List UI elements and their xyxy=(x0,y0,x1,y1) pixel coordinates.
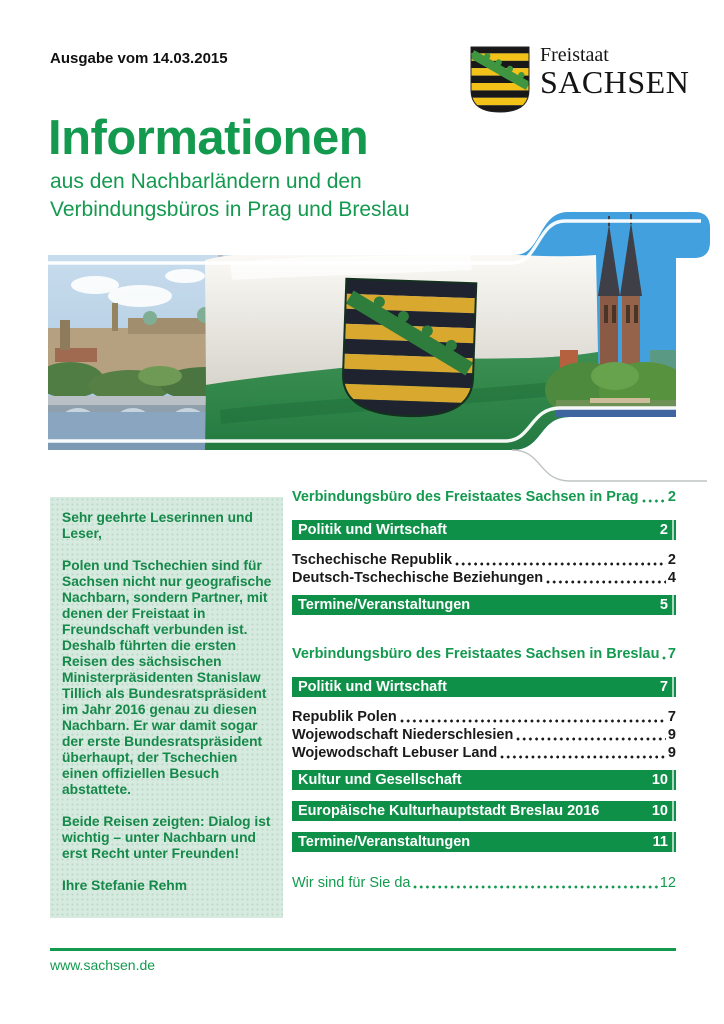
subtitle-line-1: aus den Nachbarländern und den xyxy=(50,170,362,193)
editorial-greeting-box xyxy=(50,497,283,918)
toc-entry[interactable] xyxy=(292,570,676,586)
saxony-coat-of-arms-icon xyxy=(470,46,530,113)
toc-entry-page-number: 4 xyxy=(667,570,676,586)
toc-section-bar[interactable] xyxy=(292,677,676,697)
toc-entry-label: Verbindungsbüro des Freistaates Sachsen in Prag xyxy=(292,489,639,505)
toc-entry-label: Tschechische Republik xyxy=(292,552,453,568)
toc-bar-label: Politik und Wirtschaft xyxy=(298,679,447,695)
toc-entry-page-number: 2 xyxy=(667,552,676,568)
toc-entry-label: Wir sind für Sie da xyxy=(292,875,411,891)
toc-bar-label: Termine/Veranstaltungen xyxy=(298,597,471,613)
table-of-contents xyxy=(292,489,676,891)
editorial-paragraph: Polen und Tschechien sind für Sachsen nicht nur geografische Nachbarn, sondern Partner, mit denen der Freistaat in Freundschaft verbunden ist. Deshalb führten die ersten Reisen des sächsischen Ministerpräsidenten Stanislaw Tillich als Bundesratspräsident im Jahr 2016 genau zu diesen Nachbarn. Er war damit sogar der erste Bundesratspräsident überhaupt, der Tschechien einen offiziellen Besuch abstattete. xyxy=(62,558,272,797)
toc-bar-label: Termine/Veranstaltungen xyxy=(298,834,471,850)
issue-date-label: Ausgabe vom 14.03.2015 xyxy=(50,50,228,67)
logo-line-sachsen: SACHSEN xyxy=(540,64,690,100)
dot-leader xyxy=(500,754,666,760)
toc-entry-label: Republik Polen xyxy=(292,709,397,725)
toc-bar-page-number: 5 xyxy=(659,597,668,613)
dot-leader xyxy=(662,655,665,661)
banner-bottom-edge-line xyxy=(512,450,707,481)
banner-collage-image xyxy=(0,200,724,490)
subtitle-line-2: Verbindungsbüros in Prag und Breslau xyxy=(50,198,410,221)
logo-wordmark xyxy=(540,44,689,99)
editorial-paragraph: Ihre Stefanie Rehm xyxy=(62,878,187,893)
toc-entry-page-number: 2 xyxy=(667,489,676,505)
page-title: Informationen xyxy=(48,111,369,165)
toc-entry[interactable] xyxy=(292,709,676,725)
toc-entry[interactable] xyxy=(292,875,676,891)
toc-bar-page-number: 10 xyxy=(651,772,668,788)
toc-section-bar[interactable] xyxy=(292,832,676,852)
toc-entry-label: Deutsch-Tschechische Beziehungen xyxy=(292,570,544,586)
editorial-paragraph: Sehr geehrte Leserinnen und Leser, xyxy=(62,510,253,541)
toc-entry[interactable] xyxy=(292,489,676,505)
toc-bar-label: Politik und Wirtschaft xyxy=(298,522,447,538)
toc-entry[interactable] xyxy=(292,646,676,662)
dot-leader xyxy=(413,884,657,890)
toc-entry[interactable] xyxy=(292,727,676,743)
toc-entry-page-number: 9 xyxy=(667,745,676,761)
flag-coat-of-arms xyxy=(342,279,477,418)
toc-entry[interactable] xyxy=(292,552,676,568)
dot-leader xyxy=(546,579,666,585)
toc-entry-page-number: 7 xyxy=(667,646,676,662)
toc-section-bar[interactable] xyxy=(292,520,676,540)
toc-bar-label: Europäische Kulturhauptstadt Breslau 2016 xyxy=(298,803,600,819)
toc-bar-page-number: 7 xyxy=(659,679,668,695)
dot-leader xyxy=(642,498,666,504)
toc-entry-page-number: 9 xyxy=(667,727,676,743)
dot-leader xyxy=(400,718,666,724)
editorial-paragraph: Beide Reisen zeigten: Dialog ist wichtig – unter Nachbarn und erst Recht unter Freunden! xyxy=(62,814,271,861)
toc-bar-page-number: 10 xyxy=(651,803,668,819)
toc-entry-label: Wojewodschaft Niederschlesien xyxy=(292,727,514,743)
toc-entry-label: Wojewodschaft Lebuser Land xyxy=(292,745,498,761)
dot-leader xyxy=(516,736,666,742)
toc-section-bar[interactable] xyxy=(292,770,676,790)
toc-bar-page-number: 2 xyxy=(659,522,668,538)
toc-section-bar[interactable] xyxy=(292,595,676,615)
toc-entry-page-number: 12 xyxy=(659,875,676,891)
toc-entry-page-number: 7 xyxy=(667,709,676,725)
toc-bar-page-number: 11 xyxy=(652,834,668,850)
toc-section-bar[interactable] xyxy=(292,801,676,821)
logo-line-freistaat: Freistaat xyxy=(540,44,609,66)
footer-divider xyxy=(50,948,676,951)
footer-website-link[interactable]: www.sachsen.de xyxy=(50,957,156,973)
toc-bar-label: Kultur und Gesellschaft xyxy=(298,772,462,788)
dot-leader xyxy=(455,561,666,567)
toc-entry[interactable] xyxy=(292,745,676,761)
toc-entry-label: Verbindungsbüro des Freistaates Sachsen in Breslau xyxy=(292,646,660,662)
